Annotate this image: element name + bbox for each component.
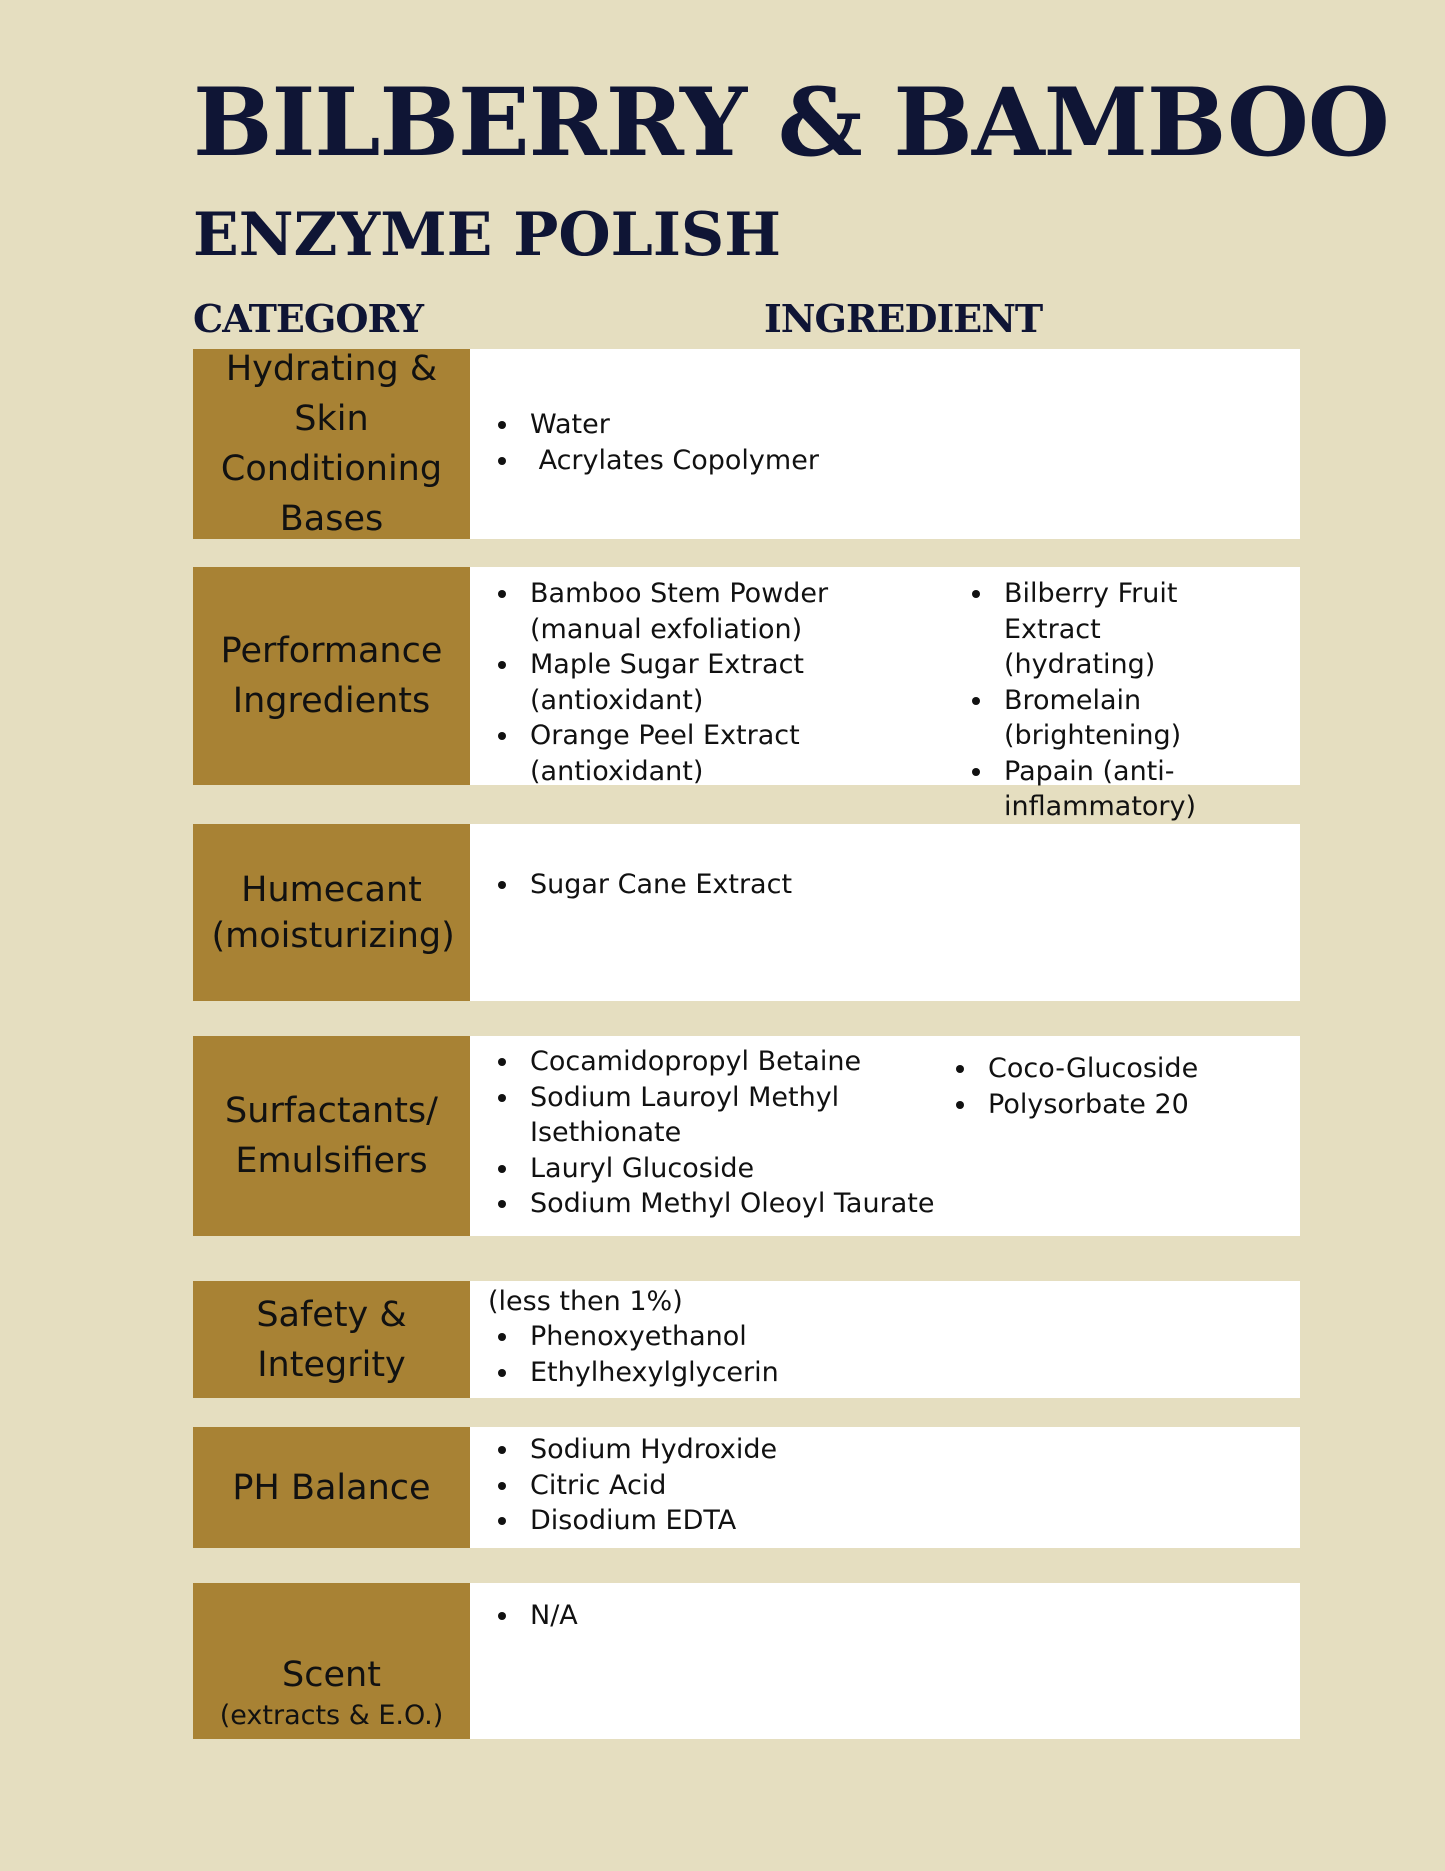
table-row-humecant (193, 824, 1300, 1001)
ingredient-cell (470, 1036, 1300, 1236)
ingredient-cell (470, 349, 1300, 539)
list-item: Sodium Lauroyl Methyl Isethionate (494, 1080, 870, 1151)
category-cell (193, 567, 470, 785)
ingredient-cell (470, 1427, 1300, 1548)
category-cell (193, 824, 470, 1001)
table-row-ph-balance (193, 1427, 1300, 1548)
ingredient-cell (470, 1583, 1300, 1739)
category-label: Safety & Integrity (256, 1294, 407, 1385)
list-item: Orange Peel Extract (antioxidant) (494, 718, 830, 789)
ingredient-column-header: INGREDIENT (764, 296, 1043, 341)
ingredient-list (494, 867, 1094, 903)
table-row-surfactants (193, 1036, 1300, 1236)
category-cell (193, 349, 470, 539)
ingredient-list (494, 1319, 994, 1390)
list-item: Maple Sugar Extract (antioxidant) (494, 647, 830, 718)
list-item: Lauryl Glucoside (494, 1151, 954, 1187)
list-item: N/A (494, 1598, 994, 1634)
ingredient-cell (470, 1281, 1300, 1398)
category-cell (193, 1036, 470, 1236)
list-item: Coco-Glucoside (952, 1051, 1272, 1087)
list-item: Bilberry Fruit Extract (hydrating) (968, 576, 1244, 683)
table-row-scent (193, 1583, 1300, 1739)
ingredient-list (494, 576, 944, 789)
category-sublabel: (extracts & E.O.) (219, 1700, 444, 1731)
ingredient-list (494, 1044, 954, 1222)
list-item: Sodium Hydroxide (494, 1432, 994, 1468)
category-label: PH Balance (232, 1467, 431, 1508)
ingredient-cell (470, 567, 1300, 822)
list-item: Water (494, 407, 894, 443)
page-title: BILBERRY & BAMBOO (193, 68, 1389, 178)
category-cell (193, 1281, 470, 1398)
ingredient-list-secondary (968, 576, 1278, 825)
list-item: Sodium Methyl Oleoyl Taurate (494, 1186, 954, 1222)
list-item: Citric Acid (494, 1468, 994, 1504)
table-row-hydrating (193, 349, 1300, 539)
table-row-performance (193, 567, 1300, 822)
page-subtitle: ENZYME POLISH (193, 200, 781, 270)
category-cell (193, 1583, 470, 1739)
usage-note: (less then 1%) (488, 1286, 683, 1317)
table-row-safety (193, 1281, 1300, 1398)
list-item: Acrylates Copolymer (494, 443, 894, 479)
category-label: Surfactants/ Emulsifiers (225, 1091, 438, 1181)
category-label: Humecant (moisturizing) (211, 869, 455, 956)
category-column-header: CATEGORY (193, 296, 423, 341)
list-item: Sugar Cane Extract (494, 867, 1094, 903)
category-cell (193, 1427, 470, 1548)
list-item: Disodium EDTA (494, 1503, 994, 1539)
category-label: Performance Ingredients (220, 631, 443, 721)
list-item: Bromelain (brightening) (968, 683, 1204, 754)
list-item: Bamboo Stem Powder (manual exfoliation) (494, 576, 944, 647)
list-item: Phenoxyethanol (494, 1319, 994, 1355)
ingredient-list-secondary (952, 1051, 1272, 1122)
ingredient-list (494, 1598, 994, 1634)
category-label: Hydrating & Skin Conditioning Bases (220, 349, 443, 539)
list-item: Papain (anti-inflammatory) (968, 754, 1214, 825)
list-item: Cocamidopropyl Betaine (494, 1044, 954, 1080)
list-item: Ethylhexylglycerin (494, 1355, 994, 1391)
category-label: Scent (282, 1655, 381, 1695)
ingredient-list (494, 1432, 994, 1539)
ingredient-list (494, 407, 894, 478)
ingredient-cell (470, 824, 1300, 1001)
list-item: Polysorbate 20 (952, 1087, 1272, 1123)
